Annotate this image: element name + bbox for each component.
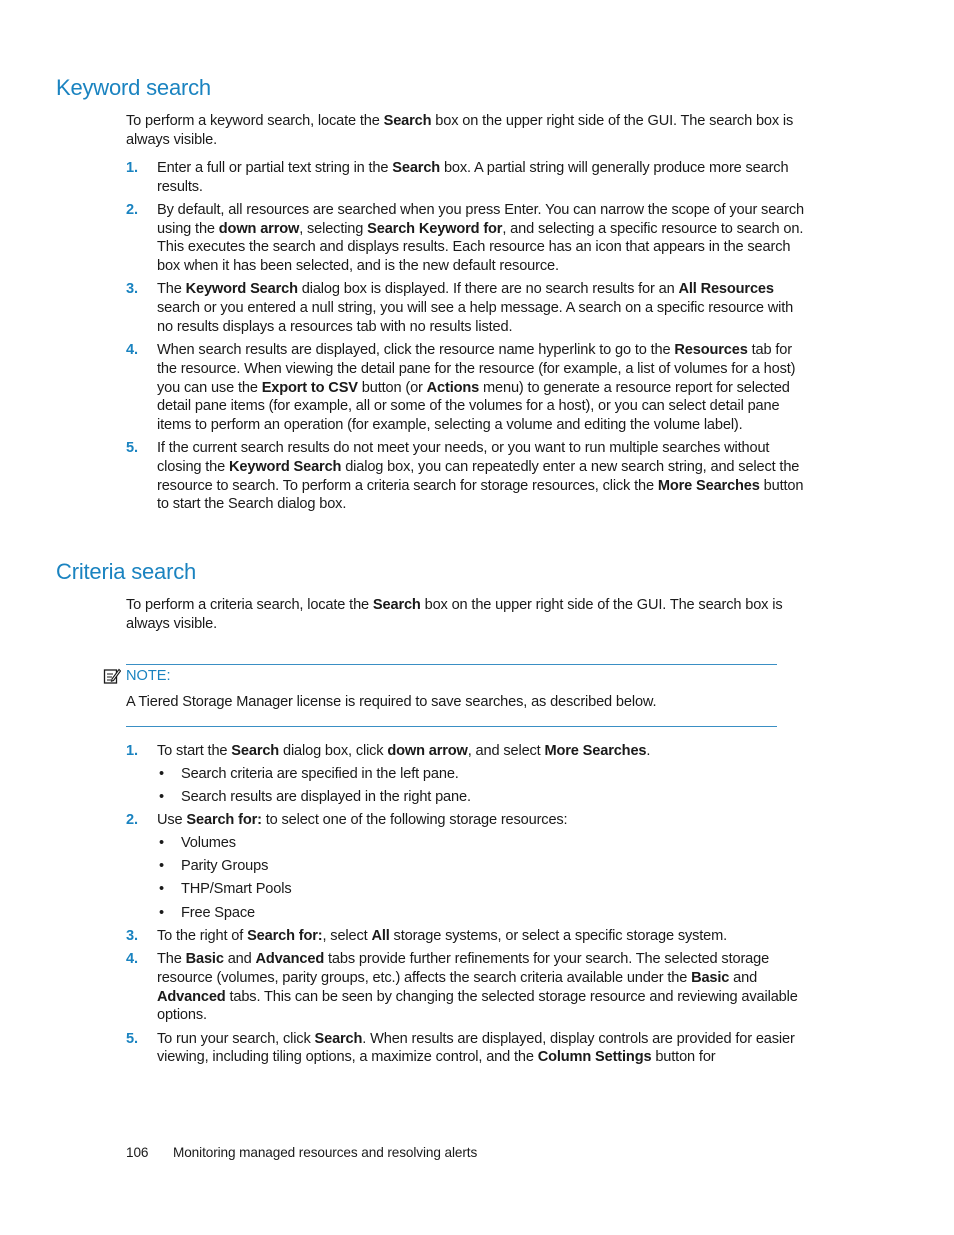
keyword-search-steps bbox=[126, 159, 806, 519]
list-item bbox=[126, 201, 806, 276]
text-run: and bbox=[223, 951, 256, 968]
note-label: NOTE: bbox=[126, 668, 171, 684]
ui-term: Advanced bbox=[157, 988, 226, 1005]
ui-term: Advanced bbox=[255, 951, 325, 968]
ui-term: Search bbox=[392, 160, 441, 176]
text-run: tabs provide further refinements for your search. The selected storage resource (volumes, parity groups, etc.) affects the search criteria available under the bbox=[157, 951, 770, 986]
text-run: To run your search, click bbox=[157, 1030, 315, 1047]
step-text bbox=[157, 811, 806, 830]
note-bottom-rule bbox=[126, 726, 777, 727]
note-pencil-icon bbox=[103, 667, 121, 685]
text-run: By default, all resources are searched when you press Enter. You can narrow the scope of your search using the bbox=[157, 202, 804, 237]
list-item bbox=[126, 341, 806, 435]
step-number: 3. bbox=[126, 927, 138, 944]
text-run: When search results are displayed, click the resource name hyperlink to go to the bbox=[157, 342, 675, 359]
ui-term: Search for: bbox=[247, 927, 323, 944]
list-item bbox=[126, 159, 806, 196]
ui-term: Search bbox=[383, 113, 432, 129]
text-run: dialog box, you can repeatedly enter a new search string, and select the resource to search. To perform a criteria search for storage resources, click the bbox=[157, 458, 800, 494]
ui-term: Search bbox=[231, 743, 280, 759]
text-run: storage systems, or select a specific storage system. bbox=[389, 927, 728, 944]
step-text bbox=[157, 159, 806, 196]
step-text bbox=[157, 341, 806, 435]
text-run: search or you entered a null string, you will see a help message. A search on a specific resource with no results displays a resources tab with no results listed. bbox=[157, 300, 794, 335]
step-text bbox=[157, 280, 806, 336]
ui-term: Basic bbox=[185, 951, 224, 968]
ui-term: down arrow bbox=[218, 220, 300, 237]
text-run: Enter a full or partial text string in the bbox=[157, 160, 393, 176]
text-run: button (or bbox=[357, 379, 427, 396]
ui-term: Resources bbox=[674, 342, 748, 359]
step-number: 5. bbox=[126, 440, 138, 457]
text-run: . bbox=[646, 743, 651, 759]
bullet-item: • THP/Smart Pools bbox=[157, 880, 806, 899]
ui-term: Actions bbox=[426, 379, 480, 396]
text-run: , selecting bbox=[299, 220, 368, 237]
step-text bbox=[157, 950, 806, 1025]
ui-term: More Searches bbox=[657, 477, 760, 494]
text-run: , and selecting a specific resource to search on. This executes the search and displays results. Each resource has an icon that appears in the search box when it has been selected, and is the new default resource. bbox=[157, 220, 804, 275]
criteria-search-heading: Criteria search bbox=[56, 559, 197, 584]
ui-term: Column Settings bbox=[537, 1049, 652, 1066]
text-run: tab for the resource. When viewing the detail pane for the resource (for example, a list of volumes for a host) you can use the bbox=[157, 342, 796, 396]
text-run: box on the upper right side of the GUI. The search box is always visible. bbox=[126, 113, 794, 148]
text-run: button for bbox=[651, 1049, 716, 1066]
step-number: 5. bbox=[126, 1030, 138, 1047]
list-item bbox=[126, 439, 806, 514]
text-run: dialog box, click bbox=[279, 743, 388, 759]
step-text bbox=[157, 1030, 806, 1067]
text-run: To perform a keyword search, locate the bbox=[126, 113, 384, 129]
bullet-item: • Free Space bbox=[157, 904, 806, 923]
step-text bbox=[157, 201, 806, 276]
keyword-search-heading: Keyword search bbox=[56, 75, 211, 100]
footer-page-number: 106 bbox=[126, 1145, 149, 1160]
criteria-search-steps bbox=[126, 742, 806, 1072]
text-run: The bbox=[157, 281, 186, 298]
bullet-item: • Volumes bbox=[157, 834, 806, 853]
bullet-item: • Search criteria are specified in the left pane. bbox=[157, 765, 806, 784]
text-run: . When results are displayed, display controls are provided for easier viewing, including tiling options, a maximize control, and the bbox=[157, 1030, 795, 1066]
step-text bbox=[157, 742, 806, 761]
ui-term: Search bbox=[314, 1030, 363, 1047]
text-run: and bbox=[729, 969, 758, 986]
note-top-rule bbox=[126, 664, 777, 665]
bullet-list bbox=[157, 834, 806, 922]
ui-term: Keyword Search bbox=[229, 458, 342, 475]
text-run: Use bbox=[157, 812, 187, 829]
list-item bbox=[126, 950, 806, 1025]
text-run: box on the upper right side of the GUI. The search box is always visible. bbox=[126, 597, 783, 632]
step-text bbox=[157, 927, 806, 946]
step-number: 2. bbox=[126, 812, 138, 829]
list-item bbox=[126, 280, 806, 336]
text-run: dialog box is displayed. If there are no search results for an bbox=[297, 281, 679, 298]
step-number: 3. bbox=[126, 281, 138, 298]
text-run: box. A partial string will generally produce more search results. bbox=[157, 160, 789, 195]
ui-term: Basic bbox=[691, 969, 730, 986]
step-number: 4. bbox=[126, 342, 138, 359]
text-run: button to start the Search dialog box. bbox=[157, 477, 804, 513]
ui-term: down arrow bbox=[387, 743, 468, 759]
bullet-item: • Search results are displayed in the right pane. bbox=[157, 788, 806, 807]
text-run: to select one of the following storage resources: bbox=[261, 812, 568, 829]
step-number: 2. bbox=[126, 202, 138, 218]
criteria-search-intro bbox=[126, 596, 798, 634]
text-run: The bbox=[157, 951, 186, 968]
text-run: To perform a criteria search, locate the bbox=[126, 597, 373, 613]
text-run: If the current search results do not meet your needs, or you want to run multiple searches without closing the bbox=[157, 440, 770, 475]
list-item bbox=[126, 1030, 806, 1067]
ui-term: All bbox=[371, 927, 390, 944]
list-item bbox=[126, 742, 806, 807]
text-run: menu) to generate a resource report for selected detail pane items (for example, all or some of the volumes for a host), or you can select detail pane items to perform an operation (for example, selecting a volume and editing the volume label). bbox=[157, 379, 790, 433]
footer-chapter-title: Monitoring managed resources and resolving alerts bbox=[173, 1145, 478, 1160]
keyword-search-intro bbox=[126, 112, 798, 150]
step-number: 4. bbox=[126, 951, 138, 968]
note-text: A Tiered Storage Manager license is required to save searches, as described below. bbox=[126, 694, 657, 710]
ui-term: Keyword Search bbox=[185, 281, 298, 298]
ui-term: Search for: bbox=[186, 812, 262, 829]
ui-term: All Resources bbox=[678, 281, 774, 298]
text-run: , select bbox=[322, 927, 372, 944]
step-text bbox=[157, 439, 806, 514]
ui-term: Export to CSV bbox=[261, 379, 358, 396]
text-run: To the right of bbox=[157, 927, 248, 944]
ui-term: More Searches bbox=[544, 743, 647, 759]
bullet-item: • Parity Groups bbox=[157, 857, 806, 876]
list-item bbox=[126, 811, 806, 922]
ui-term: Search bbox=[372, 597, 421, 613]
step-number: 1. bbox=[126, 743, 138, 759]
text-run: tabs. This can be seen by changing the selected storage resource and reviewing available options. bbox=[157, 988, 798, 1024]
text-run: To start the bbox=[157, 743, 232, 759]
step-number: 1. bbox=[126, 160, 138, 176]
list-item bbox=[126, 927, 806, 946]
text-run: , and select bbox=[467, 743, 545, 759]
ui-term: Search Keyword for bbox=[367, 220, 503, 237]
bullet-list bbox=[157, 765, 806, 807]
